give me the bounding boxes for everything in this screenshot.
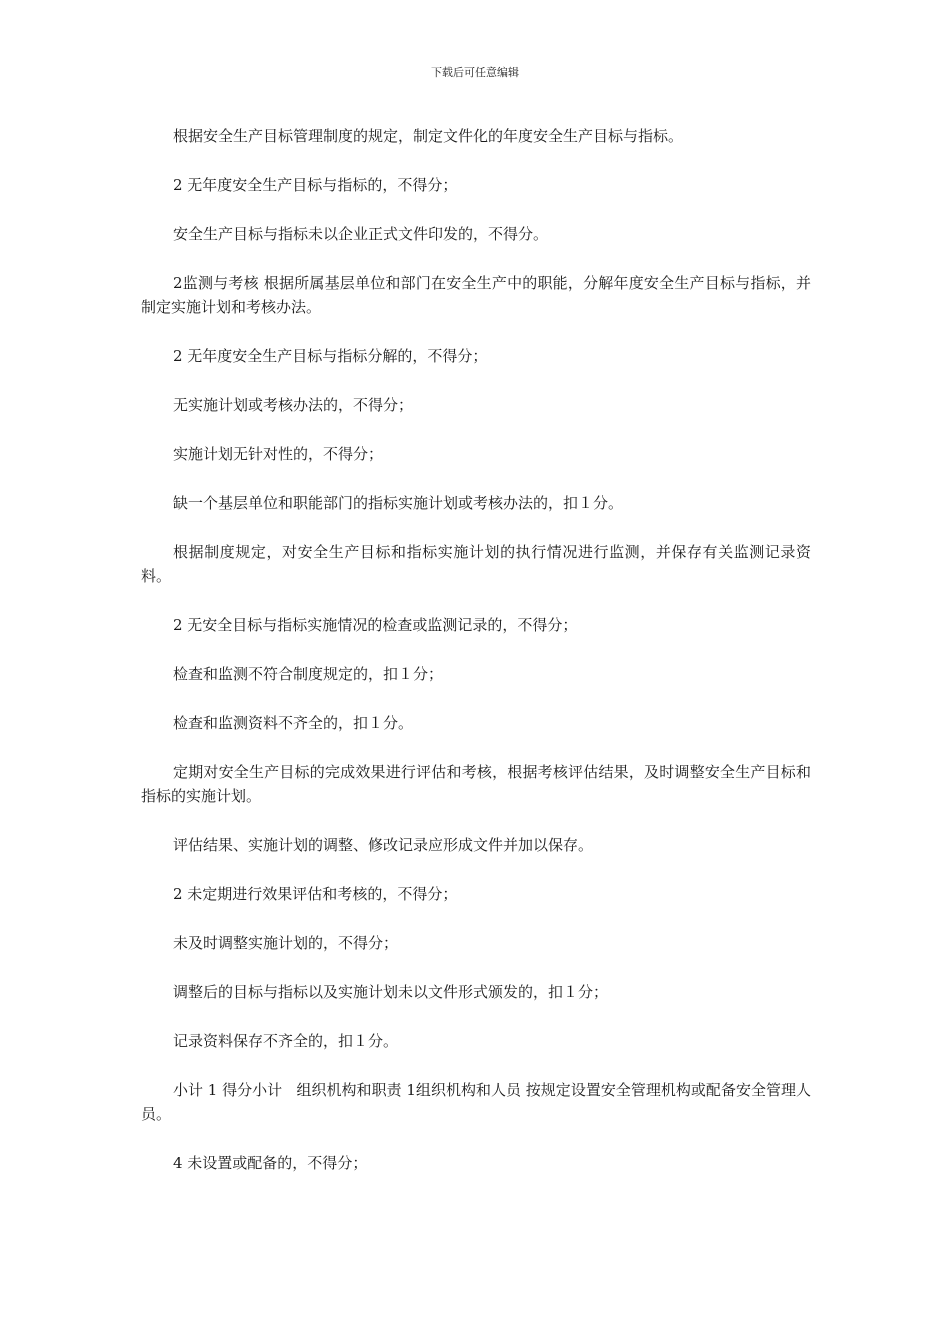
paragraph: 评估结果、实施计划的调整、修改记录应形成文件并加以保存。	[173, 836, 594, 854]
paragraph: 定期对安全生产目标的完成效果进行评估和考核，根据考核评估结果，及时调整安全生产目标和指标的实施计划。	[141, 763, 811, 805]
paragraph: 检查和监测不符合制度规定的，扣１分；	[173, 665, 444, 683]
paragraph: 实施计划无针对性的，不得分；	[173, 445, 384, 463]
document-body	[141, 124, 811, 1200]
paragraph: 根据安全生产目标管理制度的规定，制定文件化的年度安全生产目标与指标。	[173, 127, 684, 145]
paragraph: 小计 1 得分小计 组织机构和职责 1组织机构和人员 按规定设置安全管理机构或配备安全管理人员。	[141, 1081, 811, 1123]
paragraph: 调整后的目标与指标以及实施计划未以文件形式颁发的，扣１分；	[173, 983, 609, 1001]
paragraph: 安全生产目标与指标未以企业正式文件印发的，不得分。	[173, 225, 549, 243]
paragraph: 2 无安全目标与指标实施情况的检查或监测记录的，不得分；	[173, 616, 578, 634]
paragraph: 2 未定期进行效果评估和考核的，不得分；	[173, 885, 458, 903]
paragraph: 检查和监测资料不齐全的，扣１分。	[173, 714, 414, 732]
paragraph: 未及时调整实施计划的，不得分；	[173, 934, 399, 952]
page-header: 下载后可任意编辑	[431, 66, 519, 79]
paragraph: 2 无年度安全生产目标与指标的，不得分；	[173, 176, 458, 194]
paragraph: 根据制度规定，对安全生产目标和指标实施计划的执行情况进行监测，并保存有关监测记录资料。	[141, 543, 811, 585]
paragraph: 4 未设置或配备的，不得分；	[173, 1154, 368, 1172]
paragraph: 2监测与考核 根据所属基层单位和部门在安全生产中的职能，分解年度安全生产目标与指标，并制定实施计划和考核办法。	[141, 274, 811, 316]
paragraph: 2 无年度安全生产目标与指标分解的，不得分；	[173, 347, 488, 365]
paragraph: 记录资料保存不齐全的，扣１分。	[173, 1032, 399, 1050]
paragraph: 无实施计划或考核办法的，不得分；	[173, 396, 414, 414]
paragraph: 缺一个基层单位和职能部门的指标实施计划或考核办法的，扣１分。	[173, 494, 624, 512]
